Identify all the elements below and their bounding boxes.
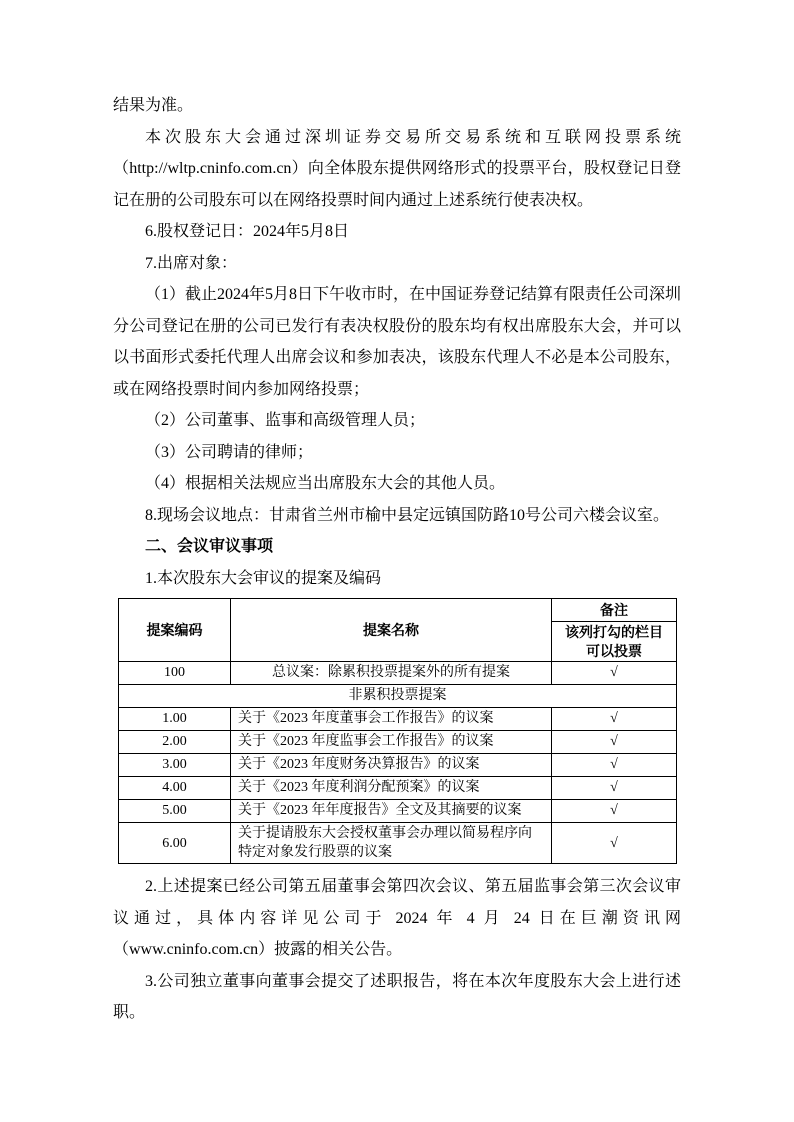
paragraph-meeting-location: 8.现场会议地点：甘肃省兰州市榆中县定远镇国防路10号公司六楼会议室。: [145, 506, 670, 524]
checkmark-icon: √: [552, 777, 677, 800]
cell-proposal-name: 关于《2023 年度监事会工作报告》的议案: [231, 731, 552, 754]
cell-proposal-code: 100: [119, 662, 231, 685]
paragraph-attendees-label: 7.出席对象：: [145, 254, 238, 272]
cell-proposal-name: 关于《2023 年度财务决算报告》的议案: [231, 754, 552, 777]
checkmark-icon: √: [552, 800, 677, 823]
header-cell-remark-note: 该列打勾的栏目可以投票: [552, 622, 677, 662]
cell-proposal-code: 5.00: [119, 800, 231, 823]
header-cell-name: 提案名称: [231, 599, 552, 662]
section-heading: 二、会议审议事项: [145, 538, 274, 555]
header-cell-code: 提案编码: [119, 599, 231, 662]
paragraph-continuation: 结果为准。: [113, 97, 194, 114]
checkmark-icon: √: [552, 731, 677, 754]
paragraph-voting-platform: 本次股东大会通过深圳证券交易所交易系统和互联网投票系统（http://wltp.cninfo.com.cn）向全体股东提供网络形式的投票平台，股权登记日登记在册的公司股东可以在网络投票时间内通过上述系统行使表决权。: [113, 128, 681, 209]
header-cell-remark: 备注: [552, 599, 677, 622]
table-row: [119, 731, 677, 754]
checkmark-icon: √: [552, 662, 677, 685]
table-header-row-top: [119, 599, 677, 622]
cell-proposal-code: 4.00: [119, 777, 231, 800]
cell-proposal-name: 总议案：除累积投票提案外的所有提案: [231, 662, 552, 685]
table-row: [119, 823, 677, 864]
paragraph-director-report: 3.公司独立董事向董事会提交了述职报告，将在本次年度股东大会上进行述职。: [113, 972, 681, 1021]
paragraph-table-intro: 1.本次股东大会审议的提案及编码: [145, 569, 382, 587]
cell-group-label: 非累积投票提案: [119, 685, 677, 708]
cell-proposal-name: 关于《2023 年度董事会工作报告》的议案: [231, 708, 552, 731]
table-row: [119, 708, 677, 731]
cell-proposal-code: 3.00: [119, 754, 231, 777]
table-row: [119, 754, 677, 777]
cell-proposal-name: 关于《2023 年年度报告》全文及其摘要的议案: [231, 800, 552, 823]
document-content: [113, 90, 681, 1029]
cell-proposal-code: 6.00: [119, 823, 231, 864]
checkmark-icon: √: [552, 823, 677, 864]
checkmark-icon: √: [552, 754, 677, 777]
table-row-general: [119, 662, 677, 685]
proposals-table: [118, 598, 677, 864]
paragraph-approval-note: 2.上述提案已经公司第五届董事会第四次会议、第五届监事会第三次会议审议通过，具体内容详见公司于 2024 年 4 月 24 日在巨潮资讯网（www.cninfo.com.cn）披露的相关公告。: [113, 878, 681, 958]
paragraph-attendees-1: （1）截止2024年5月8日下午收市时，在中国证券登记结算有限责任公司深圳分公司登记在册的公司已发行有表决权股份的股东均有权出席股东大会，并可以以书面形式委托代理人出席会议和参加表决，该股东代理人不必是本公司股东，或在网络投票时间内参加网络投票；: [113, 286, 682, 398]
paragraph-attendees-2: （2）公司董事、监事和高级管理人员；: [145, 412, 426, 429]
table-row: [119, 777, 677, 800]
cell-proposal-name: 关于提请股东大会授权董事会办理以简易程序向特定对象发行股票的议案: [231, 823, 552, 864]
paragraph-attendees-4: （4）根据相关法规应当出席股东大会的其他人员。: [145, 475, 506, 492]
table-row: [119, 800, 677, 823]
cell-proposal-name: 关于《2023 年度利润分配预案》的议案: [231, 777, 552, 800]
paragraph-record-date: 6.股权登记日：2024年5月8日: [145, 223, 350, 240]
cell-proposal-code: 1.00: [119, 708, 231, 731]
checkmark-icon: √: [552, 708, 677, 731]
table-row-group-label: [119, 685, 677, 708]
cell-proposal-code: 2.00: [119, 731, 231, 754]
paragraph-attendees-3: （3）公司聘请的律师；: [145, 443, 314, 461]
